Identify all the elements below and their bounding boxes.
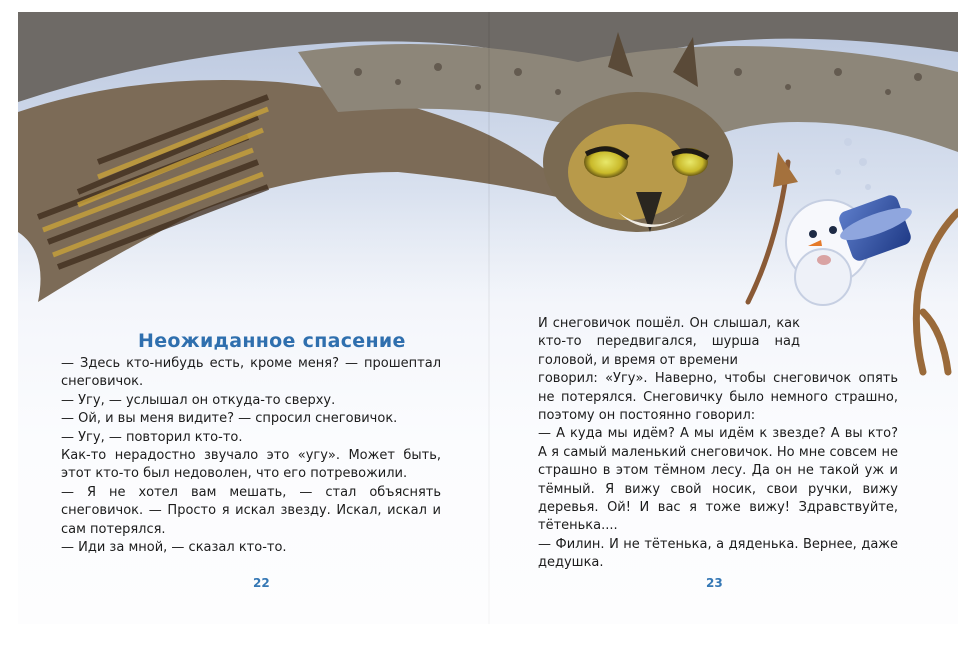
page-fold xyxy=(488,12,490,624)
paragraph: — Ой, и вы меня видите? — спросил снеговичок. xyxy=(61,411,398,427)
paragraph: И снеговичок пошёл. Он слышал, как кто-то передвигался, шурша над головой, и время от времени xyxy=(538,316,800,368)
chapter-title: Неожиданное спасение xyxy=(138,330,406,352)
paragraph: — Иди за мной, — сказал кто-то. xyxy=(61,540,287,556)
page-number-right: 23 xyxy=(706,576,723,590)
paragraph: Как-то нерадостно звучало это «угу». Может быть, этот кто-то был недоволен, что его потревожили. xyxy=(61,448,441,482)
paragraph: — Я не хотел вам мешать, — стал объяснять снеговичок. — Просто я искал звезду. Искал, искал и сам потерялся. xyxy=(61,484,441,537)
page-number-left: 22 xyxy=(253,576,270,590)
right-page-text xyxy=(538,315,898,573)
book-spread xyxy=(18,12,958,624)
paragraph: говорил: «Угу». Наверно, чтобы снеговичок опять не потерялся. Снеговичку было немного страшно, поэтому он постоянно говорил: xyxy=(538,371,898,424)
paragraph: — А куда мы идём? А мы идём к звезде? А вы кто? А я самый маленький снеговичок. Но мне совсем не страшно в этом тёмном лесу. Да он не такой уж и тёмный. Я вижу свой носик, свои ручки, вижу деревья. Ой! И вас я тоже вижу! Здравствуйте, тётенька.... xyxy=(538,426,898,534)
paragraph: — Угу, — повторил кто-то. xyxy=(61,429,243,445)
left-page-text xyxy=(61,355,441,557)
paragraph: — Угу, — услышал он откуда-то сверху. xyxy=(61,392,336,408)
paragraph: — Филин. И не тётенька, а дяденька. Вернее, даже дедушка. xyxy=(538,536,898,571)
paragraph: — Здесь кто-нибудь есть, кроме меня? — прошептал снеговичок. xyxy=(61,356,441,390)
